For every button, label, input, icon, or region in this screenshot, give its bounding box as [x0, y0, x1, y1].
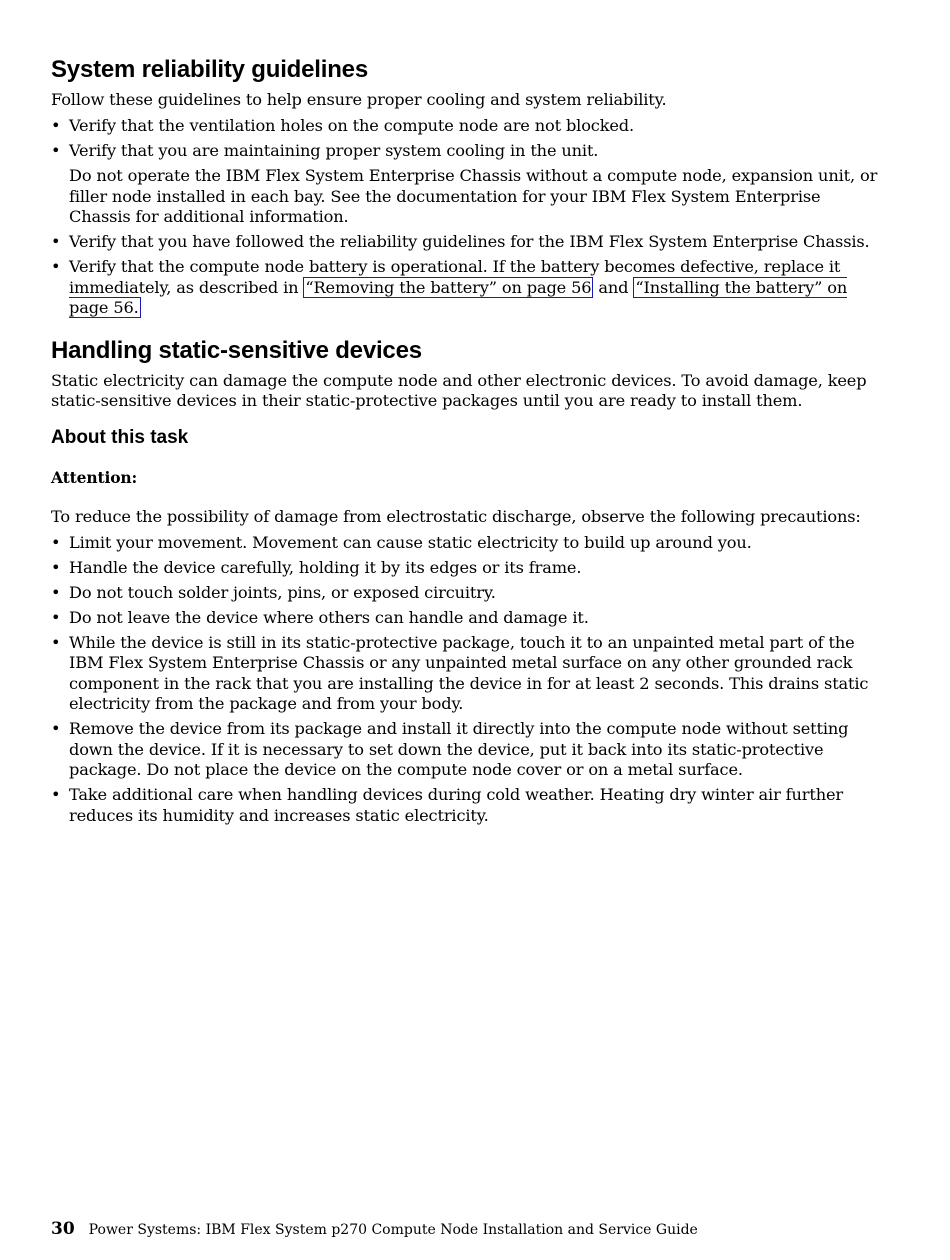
installing-battery-link[interactable]: “Installing the battery” on page 56.: [69, 277, 848, 317]
cooling-detail-text: Do not operate the IBM Flex System Enterprise Chassis without a compute node, expansion unit, or filler node installed in each bay. See the documentation for your IBM Flex System Enterprise Chassis for additional information.: [69, 166, 878, 226]
bullet-icon: •: [51, 257, 61, 276]
attention-label: Attention:: [51, 467, 138, 487]
list-item: [51, 583, 881, 604]
list-item: [51, 719, 881, 781]
bullet-icon: •: [51, 607, 61, 627]
list-item-text: Do not leave the device where others can handle and damage it.: [69, 607, 589, 627]
list-item: [51, 257, 881, 319]
precautions-list: [51, 533, 881, 827]
page-number: 30: [51, 1219, 75, 1239]
list-item: [51, 633, 881, 715]
bullet-icon: •: [51, 785, 61, 804]
list-item-text: Verify that you have followed the reliability guidelines for the IBM Flex System Enterprise Chassis.: [69, 232, 870, 251]
page-content: [51, 56, 881, 831]
reliability-list: [51, 116, 881, 319]
list-item-text: Limit your movement. Movement can cause static electricity to build up around you.: [69, 532, 752, 552]
battery-text-before: Verify that the compute node battery is operational. If the battery becomes defective, replace it immediately, as described in: [69, 257, 841, 297]
list-item: [51, 608, 881, 629]
removing-battery-link[interactable]: “Removing the battery” on page 56: [305, 277, 592, 297]
list-item-text: Take additional care when handling devices during cold weather. Heating dry winter air further reduces its humidity and increases static electricity.: [69, 785, 844, 825]
bullet-icon: •: [51, 140, 61, 160]
list-item-text: While the device is still in its static-protective package, touch it to an unpainted metal part of the IBM Flex System Enterprise Chassis or any unpainted metal surface on any other grounded rack component in the rack that you are installing the device in for at least 2 seconds. This drains static electricity from the package and from your body.: [69, 632, 869, 713]
list-item-text: Verify that the ventilation holes on the compute node are not blocked.: [69, 115, 635, 135]
list-item-text: Remove the device from its package and install it directly into the compute node without setting down the device. If it is necessary to set down the device, put it back into its static-protective package. Do not place the device on the compute node cover or on a metal surface.: [69, 719, 849, 779]
static-intro: Static electricity can damage the compute node and other electronic devices. To avoid damage, keep static-sensitive devices in their static-protective packages until you are ready to install them.: [51, 370, 867, 410]
section-heading-reliability: System reliability guidelines: [51, 56, 368, 83]
list-item-text: Verify that you are maintaining proper system cooling in the unit.: [69, 140, 599, 160]
battery-text-mid: and: [593, 277, 634, 297]
precautions-intro: To reduce the possibility of damage from electrostatic discharge, observe the following precautions:: [51, 507, 861, 526]
page-footer: [51, 1219, 698, 1240]
footer-title: Power Systems: IBM Flex System p270 Compute Node Installation and Service Guide: [88, 1222, 698, 1238]
list-item: [51, 533, 881, 554]
reliability-intro: Follow these guidelines to help ensure proper cooling and system reliability.: [51, 90, 667, 109]
list-item: [51, 141, 881, 228]
subheading-about-task: About this task: [51, 426, 189, 448]
bullet-icon: •: [51, 232, 61, 251]
list-item: [51, 785, 881, 826]
list-item-text: Do not touch solder joints, pins, or exposed circuitry.: [69, 582, 496, 602]
list-item: [51, 558, 881, 579]
list-item-text: Handle the device carefully, holding it by its edges or its frame.: [69, 557, 582, 577]
bullet-icon: •: [51, 582, 61, 602]
bullet-icon: •: [51, 632, 61, 652]
bullet-icon: •: [51, 115, 61, 135]
list-item: [51, 232, 881, 253]
bullet-icon: •: [51, 557, 61, 577]
section-heading-static: Handling static-sensitive devices: [51, 336, 422, 364]
bullet-icon: •: [51, 532, 61, 552]
bullet-icon: •: [51, 719, 61, 738]
list-item: [51, 116, 881, 137]
